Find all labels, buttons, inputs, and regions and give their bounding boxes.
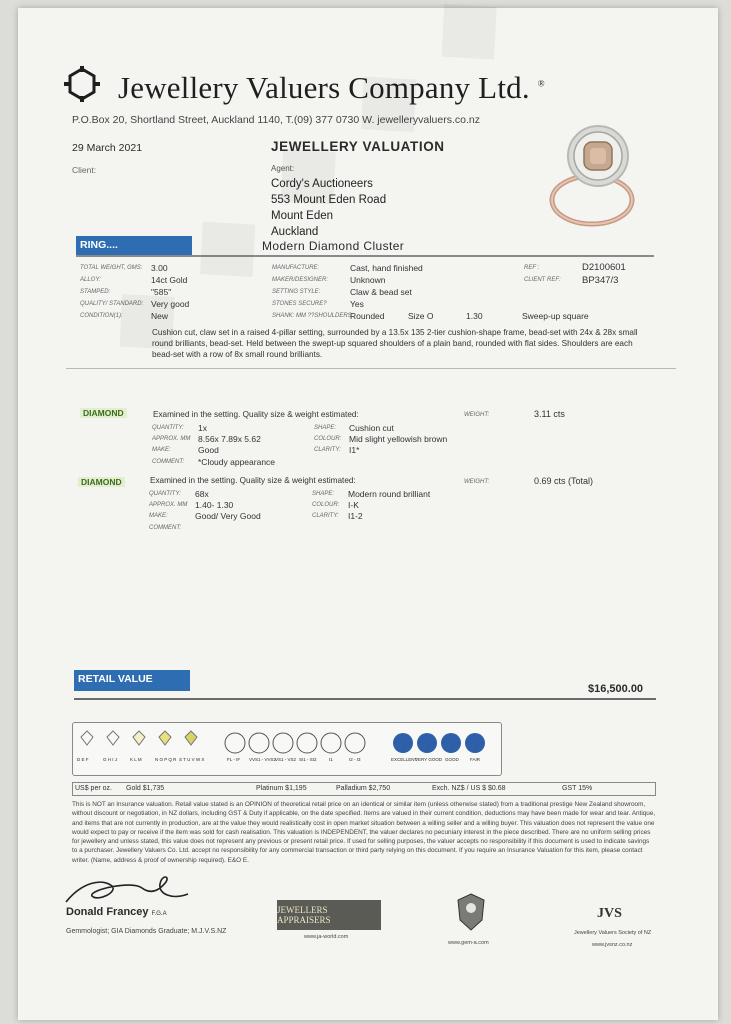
url-ja-world: www.ja-world.com [304, 934, 349, 940]
retail-value-bar: RETAIL VALUE [74, 670, 190, 689]
stamped-value: "585" [151, 287, 172, 297]
shape-value: Modern round brilliant [348, 489, 431, 499]
approx-label: APPROX. MM [149, 502, 188, 508]
alloy-value: 14ct Gold [151, 275, 188, 285]
jewellers-appraisers-badge [277, 900, 381, 930]
stones-secure-value: Yes [350, 299, 364, 309]
url-gem-a: www.gem-a.com [448, 940, 489, 946]
total-weight-label: TOTAL WEIGHT, GMS: [80, 265, 143, 271]
comment-label: COMMENT: [149, 525, 182, 531]
colour-grade-label: D E F [77, 757, 89, 762]
colour-grade-label: K L M [130, 757, 142, 762]
cut-grade-label: EXCELLENT [391, 757, 418, 762]
stone-examined: Examined in the setting. Quality size & weight estimated: [150, 476, 356, 485]
company-name-text: Jewellery Valuers Company Ltd. [118, 70, 530, 105]
colour-grade-label: G H I J [103, 757, 118, 762]
jvs-logo: JVS [597, 906, 622, 921]
metal-us-label: US$ per oz. [75, 785, 112, 792]
shape-value: Cushion cut [349, 423, 394, 433]
retail-divider [74, 698, 656, 700]
clarity-scale-icons [225, 733, 365, 753]
cut-scale-icons [393, 733, 485, 753]
signer-name [66, 906, 167, 918]
palladium-price: Palladium $2,750 [336, 785, 391, 792]
client-ref-value: BP347/3 [582, 275, 619, 286]
stone-weight-value: 0.69 cts (Total) [534, 476, 594, 486]
agent-line: Auckland [271, 226, 319, 238]
stone-label: DIAMOND [78, 477, 125, 487]
alloy-label: ALLOY: [80, 277, 101, 283]
make-label: MAKE: [149, 513, 168, 519]
signature-image [62, 872, 192, 908]
client-label: Client: [72, 165, 97, 175]
make-value: Good/ Very Good [195, 511, 261, 521]
colour-scale-icons [81, 731, 197, 745]
platinum-price: Platinum $1,195 [256, 785, 307, 792]
shape-label: SHAPE: [312, 491, 335, 497]
make-label: MAKE: [152, 447, 171, 453]
client-ref-label: CLIENT REF: [524, 277, 561, 283]
agent-line: Mount Eden [271, 210, 334, 222]
approx-value: 8.56x 7.89x 5.62 [198, 434, 261, 444]
manufacture-value: Cast, hand finished [350, 263, 423, 273]
agent-line: Cordy's Auctioneers [271, 178, 373, 190]
valuation-date: 29 March 2021 [72, 142, 143, 154]
company-logo-icon [64, 66, 100, 102]
registered-mark: ® [537, 78, 545, 89]
gst-rate: GST 15% [562, 785, 593, 792]
signer-suffix: F.G.A [151, 911, 167, 917]
grading-scale [72, 722, 502, 776]
ring-size: Size O [408, 311, 434, 321]
section-ring-bar: RING.... [76, 236, 192, 255]
ring-photo [540, 120, 644, 232]
retail-underline [74, 689, 190, 691]
signer-name-text: Donald Francey [66, 906, 149, 918]
quantity-label: QUANTITY: [152, 425, 184, 431]
clarity-label: CLARITY: [314, 447, 341, 453]
stone-label: DIAMOND [80, 408, 127, 418]
colour-label: COLOUR: [312, 502, 340, 508]
colour-value: I-K [348, 500, 359, 510]
shape-label: SHAPE: [314, 425, 337, 431]
shank-value: Rounded [350, 311, 385, 321]
stone-weight-label: WEIGHT: [464, 412, 490, 418]
clarity-value: I1-2 [348, 511, 363, 521]
company-address: P.O.Box 20, Shortland Street, Auckland 1140, T.(09) 377 0730 W. jewelleryvaluers.co.nz [72, 114, 480, 126]
colour-value: Mid slight yellowish brown [349, 434, 448, 444]
setting-value: Claw & bead set [350, 287, 412, 297]
colour-grade-label: S T U V W X [179, 757, 205, 762]
approx-value: 1.40- 1.30 [195, 500, 234, 510]
url-jvsnz: www.jvsnz.co.nz [592, 942, 633, 948]
stones-secure-label: STONES SECURE? [272, 301, 327, 307]
maker-value: Unknown [350, 275, 386, 285]
cut-grade-label: FAIR [470, 757, 481, 762]
quality-value: Very good [151, 299, 190, 309]
retail-value-amount: $16,500.00 [588, 683, 644, 695]
signer-credentials: Gemmologist; GIA Diamonds Graduate; M.J.V.S.NZ [66, 928, 227, 935]
disclaimer-text: This is NOT an Insurance valuation. Retail value stated is an OPINION of theoretical retail price on an identical or similar item (unless otherwise stated) from a traditional prestige New Zealand showroom, without discount or negotiation, in NZ dollars, including GST & Duty if applicable, on the date specified. Items are valued in their current condition, deductions may have been made for wear and tear. Antique, and items that are not currently in production, are at the value they would realistically cost in open market situation between a willing seller and a willing buyer. This valuation does not represent the value one would expect to pay or receive if the item was sold for cash realisation. This valuation is INDEPENDENT, the valuer declares no pecuniary interest in the piece described. There are no uniform selling prices for jewellery and unless stated, this value does not represent any previous or present retail price. If used for selling purposes, the valuer accepts no responsibility if this document is used to indicate savings to a purchaser. Jewellery Valuers Co. Ltd. accept no responsibility for any commercial transaction or third party relying on this document. If you require an Insurance Valuation for this item, please contact writer. (Name, address & proof of ownership required). E&O E. [72, 801, 656, 864]
exchange-rate: Exch. NZ$ / US $ $0.68 [432, 785, 506, 792]
cut-grade-label: VERY GOOD [415, 757, 443, 762]
quality-label: QUALITY/ STANDARD: [80, 301, 144, 307]
section-divider [66, 368, 676, 369]
quantity-value: 68x [195, 489, 209, 499]
company-name [118, 70, 545, 106]
clarity-grade-label: VVS1 - VVS2 [249, 757, 277, 762]
stone-weight-value: 3.11 cts [534, 409, 565, 419]
condition-value: New [151, 311, 169, 321]
clarity-grade-label: VS1 - VS2 [275, 757, 297, 762]
quantity-value: 1x [198, 423, 207, 433]
setting-label: SETTING STYLE: [272, 289, 321, 295]
gold-price: Gold $1,735 [126, 785, 165, 792]
agent-label: Agent: [271, 164, 295, 173]
clarity-value: I1* [349, 445, 360, 455]
ref-value: D2100601 [582, 262, 626, 273]
clarity-grade-label: FL - IF [227, 757, 241, 762]
gem-a-crest-icon [454, 890, 488, 934]
clarity-grade-label: I2 - I3 [349, 757, 361, 762]
approx-label: APPROX. MM [152, 436, 191, 442]
stone-weight-label: WEIGHT: [464, 479, 490, 485]
colour-grade-label: N O P Q R [155, 757, 177, 762]
jvs-name: Jewellery Valuers Society of NZ [574, 930, 652, 936]
colour-label: COLOUR: [314, 436, 342, 442]
shank-mm: 1.30 [466, 311, 483, 321]
comment-label: COMMENT: [152, 459, 185, 465]
shoulders-value: Sweep-up square [522, 311, 589, 321]
agent-line: 553 Mount Eden Road [271, 194, 387, 206]
manufacture-label: MANUFACTURE: [272, 265, 320, 271]
ref-label: REF : [524, 265, 540, 271]
section-divider [76, 255, 654, 257]
total-weight-value: 3.00 [151, 263, 168, 273]
maker-label: MAKER/DESIGNER: [272, 277, 329, 283]
clarity-grade-label: I1 [329, 757, 333, 762]
clarity-grade-label: SI1 - SI2 [299, 757, 317, 762]
shank-label: SHANK: MM ??SHOULDERS: [272, 313, 354, 319]
stamped-label: STAMPED: [80, 289, 111, 295]
item-description: Cushion cut, claw set in a raised 4-pillar setting, surrounded by a 13.5x 135 2-tier cushion-shape frame, bead-set with 24x & 28x small round brilliants, bead-set. Held between the swept-up squared shoulders of a plain band, rounded with flat sides. Shoulders are each bead-set with a row of 8x small round brilliants. [152, 328, 638, 359]
quantity-label: QUANTITY: [149, 491, 181, 497]
condition-label: CONDITION(1): [80, 313, 123, 319]
clarity-label: CLARITY: [312, 513, 339, 519]
document-title: JEWELLERY VALUATION [271, 139, 445, 154]
item-title: Modern Diamond Cluster [262, 239, 405, 253]
stone-examined: Examined in the setting. Quality size & weight estimated: [153, 410, 359, 419]
make-value: Good [198, 445, 219, 455]
cut-grade-label: GOOD [445, 757, 459, 762]
comment-value: *Cloudy appearance [198, 457, 276, 467]
badge-text: JEWELLERS APPRAISERS [277, 905, 331, 925]
grading-scale-graphic [73, 723, 501, 775]
